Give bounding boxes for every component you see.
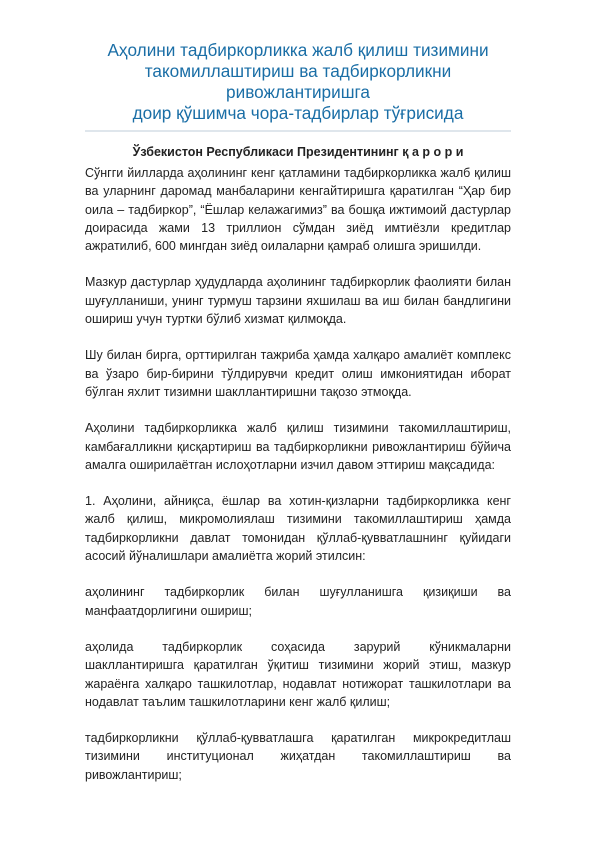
document-body [85,144,511,802]
document-header [85,40,511,132]
decree-title: Ўзбекистон Республикаси Президентининг қ а р о р и [132,145,464,159]
title-line-2: такомиллаштириш ва тадбиркорликни ривожлантиришга [144,61,452,102]
paragraph-2: Мазкур дастурлар ҳудудларда аҳолининг тадбиркорлик фаолияти билан шуғулланиши, унинг турмуш тарзини яхшилаш ва иш билан бандлигини ошириш учун туртки бўлиб хизмат қилмоқда. [85,275,511,327]
paragraph-4: Аҳолини тадбиркорликка жалб қилиш тизимини такомиллаштириш, камбағалликни қисқартириш ва тадбиркорликни ривожлантириш бўйича амалга оширилаётган ислоҳотларни изчил давом эттириш мақсадида: [85,421,511,472]
paragraph-3: Шу билан бирга, орттирилган тажриба ҳамда халқаро амалиёт комплекс ва ўзаро бир-бирини тўлдирувчи кредит олиш имкониятидан иборат бўлган яхлит тизимни шакллантиришни тақозо этмоқда. [85,348,511,399]
paragraph-8: тадбиркорликни қўллаб-қувватлашга қаратилган микрокредитлаш тизимини институционал жиҳатдан такомиллаштириш ва ривожлантириш; [85,731,511,782]
paragraph-6: аҳолининг тадбиркорлик билан шуғулланишга қизиқиши ва манфаатдорлигини ошириш; [85,585,511,618]
document-title [85,40,511,124]
title-divider [85,130,511,132]
title-line-3: доир қўшимча чора-тадбирлар тўғрисида [132,103,464,123]
paragraph-1: Сўнгги йилларда аҳолининг кенг қатламини тадбиркорликка жалб қилиш ва уларнинг даромад манбаларини кенгайтиришга қаратилган “Ҳар бир оила – тадбиркор”, “Ёшлар келажагимиз” ва бошқа ижтимоий дастурлар доирасида жами 13 триллион сўмдан зиёд имтиёзли кредитлар ажратилиб, 600 мингдан зиёд оилаларни қамраб олишга эришилди. [85,166,511,254]
title-line-1: Аҳолини тадбиркорликка жалб қилиш тизимини [107,40,489,60]
paragraph-7: аҳолида тадбиркорлик соҳасида зарурий кўникмаларни шакллантиришга қаратилган ўқитиш тизимини жорий этиш, мазкур жараёнга халқаро ташкилотлар, нодавлат нотижорат ташкилотлари ва нодавлат таълим ташкилотларини кенг жалб қилиш; [85,639,511,709]
paragraph-5-item-1: 1. Аҳолини, айниқса, ёшлар ва хотин-қизларни тадбиркорликка кенг жалб қилиш, микромолиялаш тизимини такомиллаштириш ҳамда тадбиркорликни давлат томонидан қўллаб-қувватлашнинг қуйидаги асосий йўналишлари амалиётга жорий этилсин: [85,494,511,564]
